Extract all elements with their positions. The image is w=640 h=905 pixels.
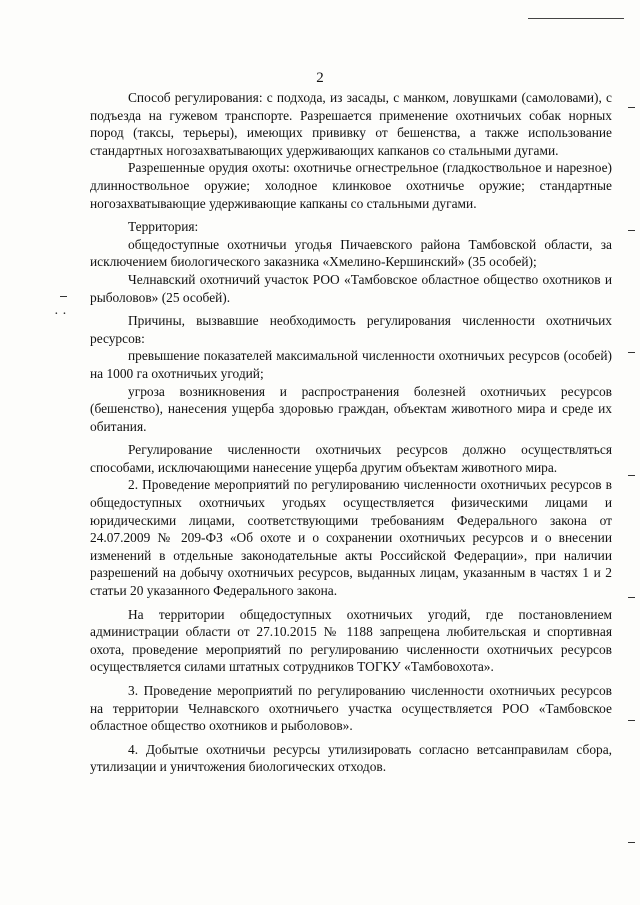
scan-dash bbox=[628, 597, 635, 598]
paragraph-territory-public: общедоступные охотничьи угодья Пичаевского района Тамбовской области, за исключением биологического заказника «Хмелино-Кершинский» (35 особей); bbox=[90, 236, 612, 270]
scan-dash bbox=[628, 352, 635, 353]
page-number: 2 bbox=[316, 70, 324, 86]
paragraph-weapons: Разрешенные орудия охоты: охотничье огнестрельное (гладкоствольное и нарезное) длинноствольное оружие; холодное клинковое охотничье оружие; стандартные ногозахватывающие удерживающие капканы со стальными дугами. bbox=[90, 160, 612, 211]
scan-dash bbox=[60, 296, 67, 297]
paragraph-reason-disease: угроза возникновения и распространения болезней охотничьих ресурсов (бешенство), нанесения ущерба здоровью граждан, объектам животного мира и среде их обитания. bbox=[90, 383, 612, 434]
paragraph-item-3: 3. Проведение мероприятий по регулированию численности охотничьих ресурсов на территории Челнавского охотничьего участка осуществляется РОО «Тамбовское областное общество охотников и рыболовов». bbox=[90, 683, 612, 734]
paragraph-territory-chelnavsky: Челнавский охотничий участок РОО «Тамбовское областное общество охотников и рыболовов» (25 особей). bbox=[90, 271, 612, 305]
paragraph-regulation-methods: Регулирование численности охотничьих ресурсов должно осуществляться способами, исключающими нанесение ущерба другим объектам животного мира. bbox=[90, 442, 612, 475]
paragraph-banned-hunting: На территории общедоступных охотничьих угодий, где постановлением администрации области от 27.10.2015 № 1188 запрещена любительская и спортивная охота, проведение мероприятий по регулированию численности охотничьих ресурсов осуществляется силами штатных сотрудников ТОГКУ «Тамбовохота». bbox=[90, 606, 612, 675]
scan-dash bbox=[628, 720, 635, 721]
paragraph-reason-excess: превышение показателей максимальной численности охотничьих ресурсов (особей) на 1000 га охотничьих угодий; bbox=[90, 348, 612, 381]
header-rule bbox=[528, 18, 624, 19]
scan-mark: · · bbox=[54, 307, 67, 322]
paragraph-reasons-heading: Причины, вызвавшие необходимость регулирования численности охотничьих ресурсов: bbox=[90, 313, 612, 346]
scan-dash bbox=[628, 230, 635, 231]
scan-dash bbox=[628, 842, 635, 843]
paragraph-item-2: 2. Проведение мероприятий по регулированию численности охотничьих ресурсов в общедоступных охотничьих угодьях осуществляется физическими лицами и юридическими лицами, соответствующими требованиям Федерального закона от 24.07.2009 № 209-ФЗ «Об охоте и о сохранении охотничьих ресурсов и о внесении изменений в отдельные законодательные акты Российской Федерации», при наличии разрешений на добычу охотничьих ресурсов, выданных лицам, указанным в частях 1 и 2 статьи 20 указанного Федерального закона. bbox=[90, 477, 612, 599]
document-body bbox=[90, 89, 612, 782]
paragraph-territory-heading: Территория: bbox=[128, 219, 199, 235]
scan-dash bbox=[628, 107, 635, 108]
paragraph-method: Способ регулирования: с подхода, из засады, с манком, ловушками (самоловами), с подъезда на гужевом транспорте. Разрешается применение охотничьих собак норных пород (таксы, терьеры), имеющих прививку от бешенства, а также использование стандартных ногозахватывающих удерживающих капканов со стальными дугами. bbox=[90, 90, 612, 158]
scan-dash bbox=[628, 475, 635, 476]
paragraph-item-4: 4. Добытые охотничьи ресурсы утилизировать согласно ветсанправилам сбора, утилизации и уничтожения биологических отходов. bbox=[90, 741, 612, 775]
